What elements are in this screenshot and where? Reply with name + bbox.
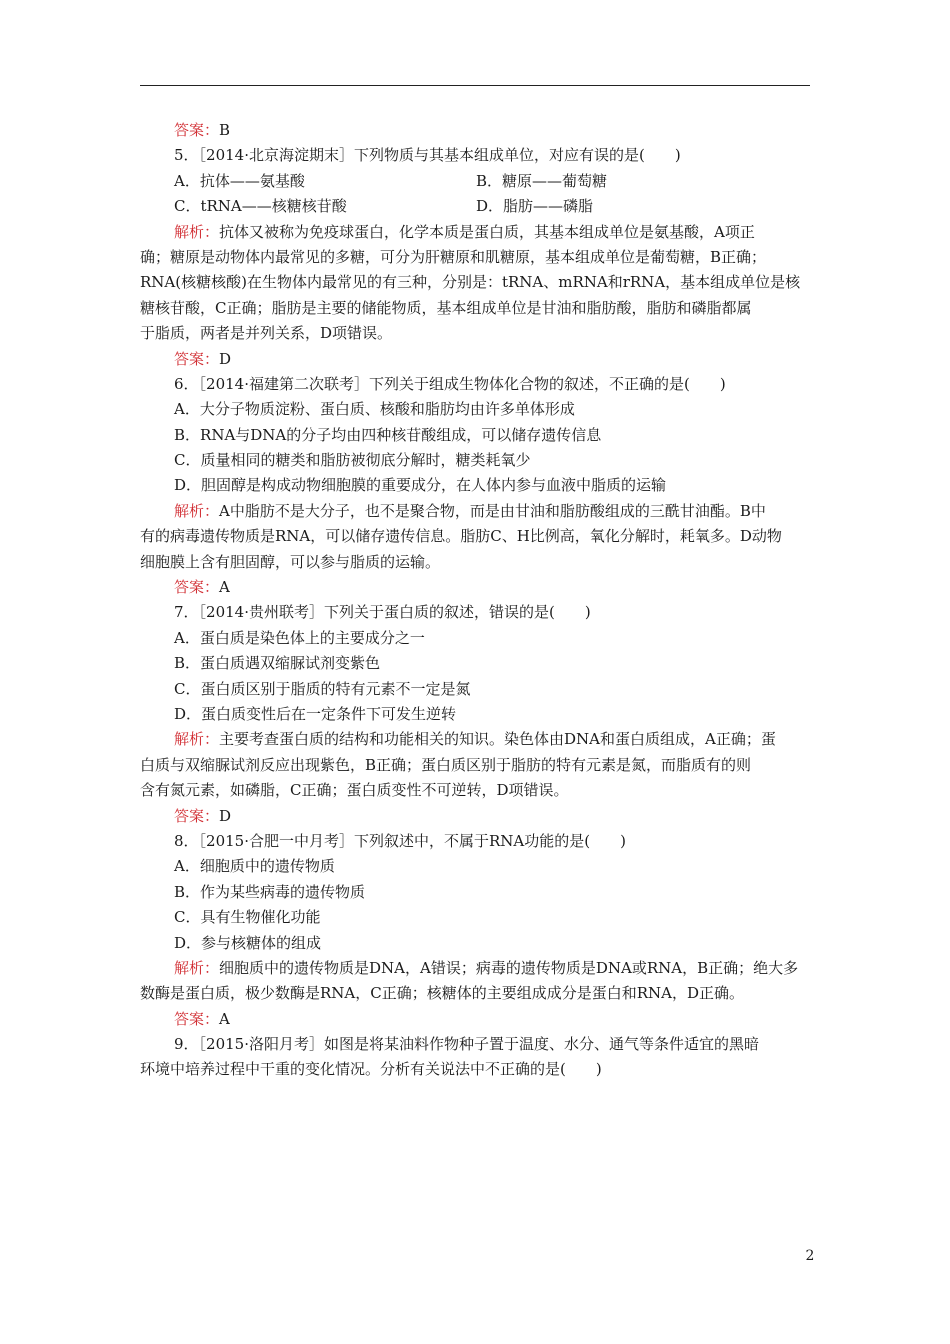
q4-answer: 答案：B	[174, 121, 231, 139]
q8-option-c: C．具有生物催化功能	[174, 908, 321, 927]
q6-option-d: D．胆固醇是构成动物细胞膜的重要成分，在人体内参与血液中脂质的运输	[174, 476, 667, 495]
q5-analysis-line: RNA(核糖核酸)在生物体内最常见的有三种，分别是：tRNA、mRNA和rRNA，基本组成单位是核	[140, 273, 801, 292]
q8-stem: 8．［2015·合肥一中月考］下列叙述中，不属于RNA功能的是( )	[174, 831, 626, 850]
q5-analysis-line: 解析：抗体又被称为免疫球蛋白，化学本质是蛋白质，其基本组成单位是氨基酸，A项正	[174, 222, 755, 241]
q7-stem: 7．［2014·贵州联考］下列关于蛋白质的叙述，错误的是( )	[174, 603, 591, 622]
q5-option-c: C．tRNA——核糖核苷酸	[174, 197, 347, 216]
q5-analysis-line: 确；糖原是动物体内最常见的多糖，可分为肝糖原和肌糖原，基本组成单位是葡萄糖，B正确；	[140, 247, 767, 266]
q7-option-a: A．蛋白质是染色体上的主要成分之一	[174, 628, 425, 647]
q8-answer: 答案：A	[174, 1009, 230, 1028]
q5-options-row-2	[140, 194, 810, 219]
q6-option-b: B．RNA与DNA的分子均由四种核苷酸组成，可以储存遗传信息	[174, 425, 602, 444]
q6-analysis-line: 解析：A中脂肪不是大分子，也不是聚合物，而是由甘油和脂肪酸组成的三酰甘油酯。B中	[174, 501, 766, 520]
q5-option-d: D．脂肪——磷脂	[476, 197, 594, 216]
q6-answer: 答案：A	[174, 578, 230, 597]
q6-option-c: C．质量相同的糖类和脂肪被彻底分解时，糖类耗氧少	[174, 451, 531, 470]
q5-answer: 答案：D	[174, 349, 232, 368]
q7-option-d: D．蛋白质变性后在一定条件下可发生逆转	[174, 704, 457, 723]
q9-stem-line: 9．［2015·洛阳月考］如图是将某油料作物种子置于温度、水分、通气等条件适宜的黑暗	[174, 1035, 759, 1054]
q7-analysis-line: 白质与双缩脲试剂反应出现紫色，B正确；蛋白质区别于脂肪的特有元素是氮，而脂质有的则	[140, 755, 752, 774]
page-number: 2	[805, 1248, 815, 1264]
q7-analysis-line: 含有氮元素，如磷脂，C正确；蛋白质变性不可逆转，D项错误。	[140, 781, 569, 800]
q8-analysis-line: 数酶是蛋白质，极少数酶是RNA，C正确；核糖体的主要组成成分是蛋白和RNA，D正确。	[140, 984, 745, 1003]
q8-option-d: D．参与核糖体的组成	[174, 933, 322, 952]
header-rule	[140, 85, 810, 86]
q5-option-a: A．抗体——氨基酸	[174, 171, 305, 190]
q6-analysis-line: 有的病毒遗传物质是RNA，可以储存遗传信息。脂肪C、H比例高，氧化分解时，耗氧多。D动物	[140, 527, 782, 546]
q5-analysis-line: 糖核苷酸，C正确；脂肪是主要的储能物质，基本组成单位是甘油和脂肪酸，脂肪和磷脂都属	[140, 298, 752, 317]
q6-stem: 6．［2014·福建第二次联考］下列关于组成生物体化合物的叙述，不正确的是( )	[174, 374, 726, 393]
q8-option-b: B．作为某些病毒的遗传物质	[174, 882, 366, 901]
q9-stem-line: 环境中培养过程中干重的变化情况。分析有关说法中不正确的是( )	[140, 1060, 602, 1079]
q8-analysis-line: 解析：细胞质中的遗传物质是DNA，A错误；病毒的遗传物质是DNA或RNA，B正确；绝大多	[174, 958, 799, 977]
q8-option-a: A．细胞质中的遗传物质	[174, 857, 335, 876]
q7-analysis-line: 解析：主要考查蛋白质的结构和功能相关的知识。染色体由DNA和蛋白质组成，A正确；蛋	[174, 730, 776, 749]
q5-analysis-line: 于脂质，两者是并列关系，D项错误。	[140, 324, 393, 343]
q7-answer: 答案：D	[174, 806, 232, 825]
q6-option-a: A．大分子物质淀粉、蛋白质、核酸和脂肪均由许多单体形成	[174, 400, 575, 419]
q5-stem: 5．［2014·北京海淀期末］下列物质与其基本组成单位，对应有误的是( )	[174, 146, 681, 165]
q6-analysis-line: 细胞膜上含有胆固醇，可以参与脂质的运输。	[140, 552, 441, 571]
q5-option-b: B．糖原——葡萄糖	[476, 171, 608, 190]
document-body	[140, 118, 810, 1083]
q7-option-b: B．蛋白质遇双缩脲试剂变紫色	[174, 654, 381, 673]
q7-option-c: C．蛋白质区别于脂质的特有元素不一定是氮	[174, 679, 471, 698]
q5-options-row-1	[140, 169, 810, 194]
